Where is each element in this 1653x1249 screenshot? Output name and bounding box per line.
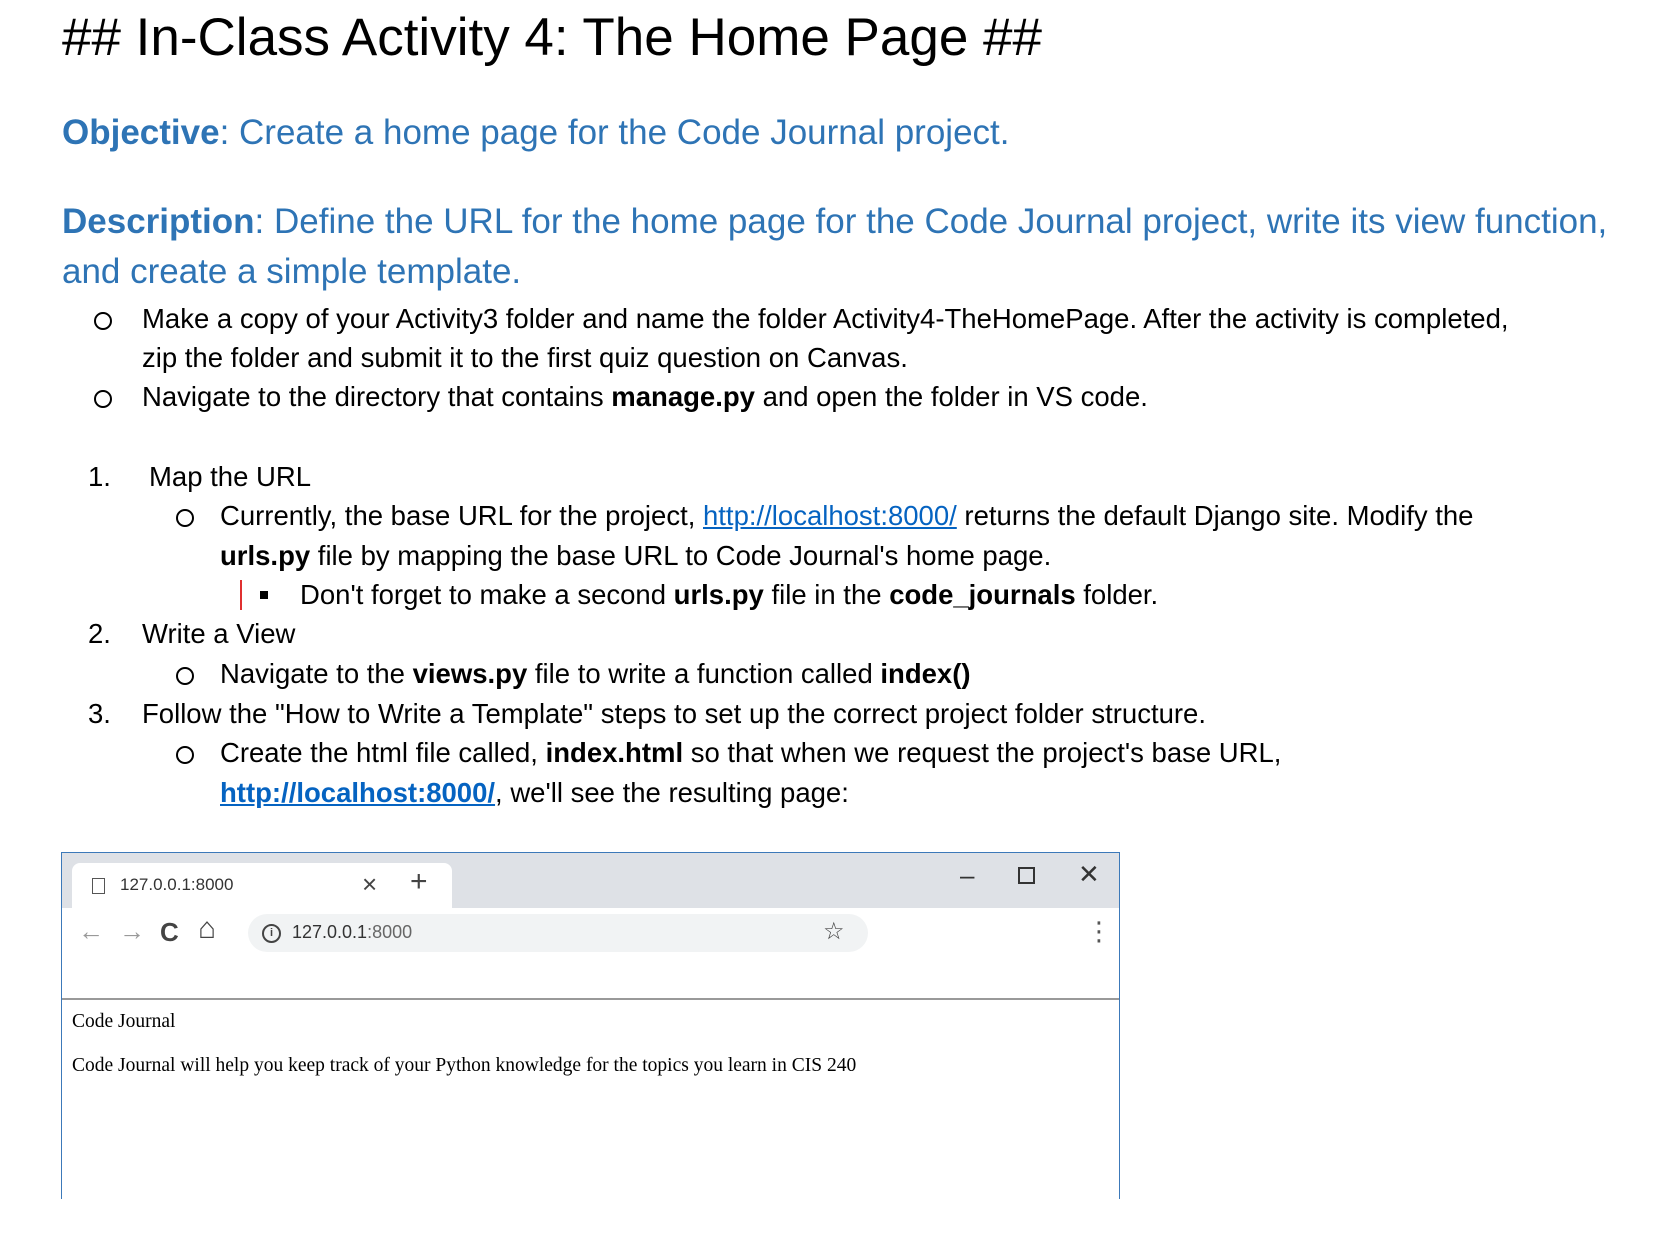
url-host: 127.0.0.1 xyxy=(292,922,368,942)
step-2-sub-bold2: index() xyxy=(880,658,971,689)
step-2-sub xyxy=(220,654,971,693)
info-icon[interactable]: i xyxy=(262,924,281,943)
objective-label: Objective xyxy=(62,113,220,152)
page-icon xyxy=(92,878,105,894)
step-3-number: 3. xyxy=(88,698,111,729)
square-bullet-icon xyxy=(260,591,268,599)
menu-icon[interactable]: ⋮ xyxy=(1086,916,1112,946)
step-1-subsub xyxy=(300,575,1158,614)
tab-close-icon[interactable]: × xyxy=(362,869,378,899)
url-port: :8000 xyxy=(367,922,413,942)
step-3-sub-after: so that when we request the project's base URL, xyxy=(683,737,1282,768)
hollow-bullet-icon xyxy=(94,390,112,408)
localhost-link[interactable]: http://localhost:8000/ xyxy=(703,500,957,531)
objective-heading xyxy=(62,108,1010,158)
description-heading xyxy=(62,197,1632,297)
step-1-sub-after: returns the default Django site. Modify the xyxy=(956,500,1474,531)
step-1-subsub-bold2: code_journals xyxy=(889,579,1076,610)
step-1-sub-bold: urls.py xyxy=(220,540,311,571)
browser-tab[interactable] xyxy=(72,863,452,908)
step-3-title: Follow the "How to Write a Template" steps to set up the correct project folder structure. xyxy=(142,698,1206,729)
step-1-sub-line1 xyxy=(220,496,1473,535)
step-3-sub-text: Create the html file called, xyxy=(220,737,546,768)
page-title: ## In-Class Activity 4: The Home Page ## xyxy=(62,8,1043,67)
hollow-bullet-icon xyxy=(176,667,194,685)
intro-bullet-2-bold: manage.py xyxy=(611,381,755,412)
description-text: : Define the URL for the home page for the Code Journal project, write its view function, and create a simple template. xyxy=(62,202,1608,291)
step-1-subsub-text: Don't forget to make a second xyxy=(300,579,674,610)
intro-bullet-2-after: and open the folder in VS code. xyxy=(754,381,1148,412)
window-close-icon[interactable]: ✕ xyxy=(1078,859,1100,889)
tab-bar xyxy=(62,853,1119,908)
localhost-link-bold[interactable]: http://localhost:8000/ xyxy=(220,777,496,808)
reload-icon[interactable]: C xyxy=(160,917,179,947)
step-1-subsub-bold1: urls.py xyxy=(673,579,764,610)
page-divider xyxy=(62,998,1119,1000)
hollow-bullet-icon xyxy=(94,312,112,330)
step-3-sub-line1 xyxy=(220,733,1281,772)
step-1-sub-text: Currently, the base URL for the project, xyxy=(220,500,703,531)
step-1-number: 1. xyxy=(88,461,111,492)
intro-bullet-1-line1: Make a copy of your Activity3 folder and name the folder Activity4-TheHomePage. After the activity is completed, xyxy=(142,303,1509,334)
step-1-sub-line2 xyxy=(220,536,1051,575)
step-1-subsub-mid: file in the xyxy=(763,579,890,610)
rendered-page-text: Code Journal will help you keep track of your Python knowledge for the topics you learn in CIS 240 xyxy=(72,1055,857,1076)
step-2-sub-text: Navigate to the xyxy=(220,658,413,689)
rendered-page-heading: Code Journal xyxy=(72,1011,176,1032)
step-3-sub-line2-text: , we'll see the resulting page: xyxy=(495,777,849,808)
address-text[interactable] xyxy=(292,922,412,943)
step-1-subsub-after: folder. xyxy=(1075,579,1159,610)
objective-text: : Create a home page for the Code Journal project. xyxy=(219,113,1010,152)
step-2-number: 2. xyxy=(88,618,111,649)
step-1-sub-line2-text: file by mapping the base URL to Code Journal's home page. xyxy=(310,540,1052,571)
tab-title: 127.0.0.1:8000 xyxy=(120,875,234,894)
intro-bullet-1-line2: zip the folder and submit it to the first quiz question on Canvas. xyxy=(142,342,908,373)
intro-bullet-2-text: Navigate to the directory that contains xyxy=(142,381,612,412)
hollow-bullet-icon xyxy=(176,509,194,527)
step-3-sub-line2 xyxy=(220,773,849,812)
address-bar[interactable] xyxy=(248,914,868,952)
intro-bullet-2 xyxy=(142,377,1148,416)
description-label: Description xyxy=(62,202,255,241)
new-tab-icon[interactable]: + xyxy=(410,865,428,898)
step-2-sub-bold1: views.py xyxy=(412,658,528,689)
step-2-title: Write a View xyxy=(142,618,296,649)
revision-mark xyxy=(240,580,242,610)
maximize-icon[interactable] xyxy=(1018,867,1035,884)
back-icon[interactable]: ← xyxy=(78,916,104,946)
hollow-bullet-icon xyxy=(176,746,194,764)
browser-toolbar xyxy=(62,908,1119,958)
step-3-sub-bold: index.html xyxy=(545,737,684,768)
forward-icon[interactable]: → xyxy=(119,916,145,946)
browser-screenshot xyxy=(61,852,1120,1199)
home-icon[interactable]: ⌂ xyxy=(198,912,217,945)
step-1-title: Map the URL xyxy=(149,461,312,492)
bookmark-star-icon[interactable]: ☆ xyxy=(823,918,845,945)
minimize-icon[interactable]: – xyxy=(960,860,975,890)
step-2-sub-mid: file to write a function called xyxy=(527,658,881,689)
